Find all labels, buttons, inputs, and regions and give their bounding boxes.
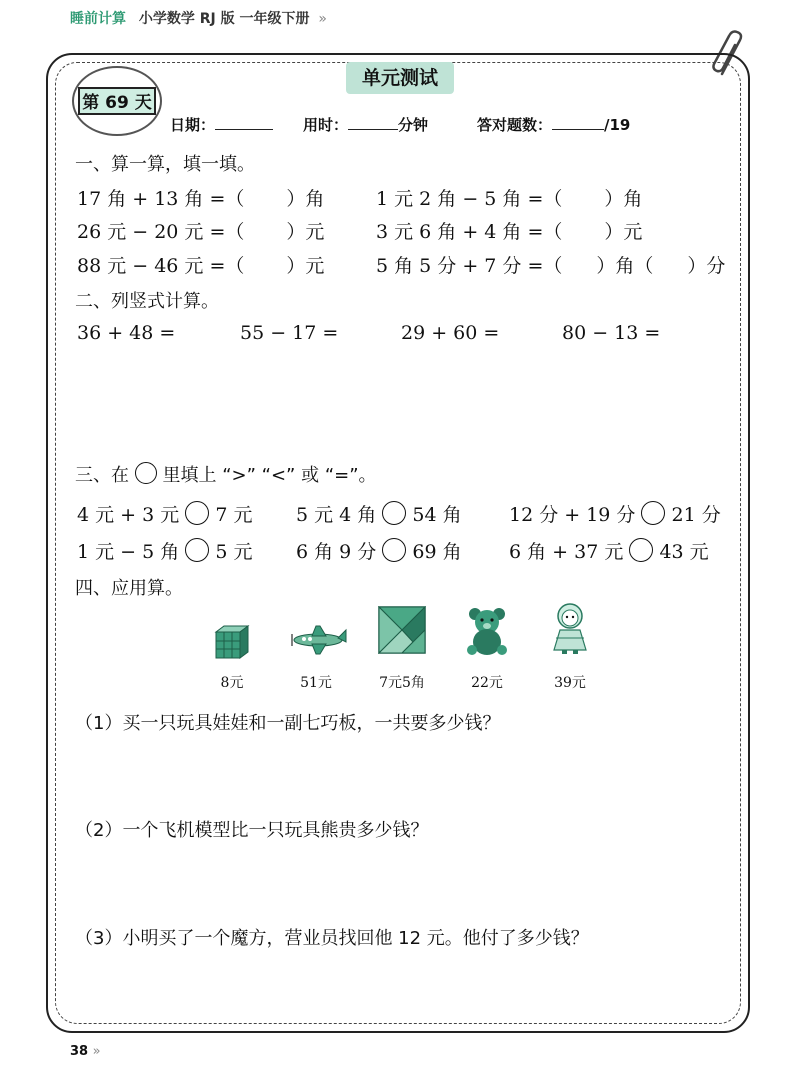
compare-circle[interactable]: [185, 538, 209, 562]
book-subtitle: 小学数学 RJ 版 一年级下册: [138, 11, 310, 27]
date-blank[interactable]: [215, 115, 273, 130]
fill-item: 5 角 5 分 + 7 分 =（ ）角（ ）分: [376, 255, 726, 277]
page-number: 38 »: [70, 1044, 101, 1059]
fill-item: 26 元 − 20 元 =（ ）元: [77, 221, 325, 243]
compare-item: 6 角 + 37 元 43 元: [509, 537, 709, 564]
price-tangram: 7元5角: [379, 675, 425, 691]
rubiks-cube-icon: [212, 622, 252, 662]
word-problem-3: （3）小明买了一个魔方，营业员找回他 12 元。他付了多少钱？: [75, 928, 589, 949]
price-airplane: 51元: [300, 675, 332, 691]
compare-circle[interactable]: [641, 501, 665, 525]
compare-item: 1 元 − 5 角 5 元: [77, 537, 253, 564]
time-blank[interactable]: [348, 115, 398, 130]
section1-heading: 一、算一算，填一填。: [75, 154, 255, 175]
score-field: [477, 114, 630, 135]
compare-item: 6 角 9 分 69 角: [296, 537, 462, 564]
price-rubiks-cube: 8元: [220, 675, 244, 691]
compare-circle[interactable]: [185, 501, 209, 525]
compare-circle-icon: [135, 462, 157, 484]
section3-heading: 三、在 里填上 “>” “<” 或 “=”。: [75, 461, 377, 487]
fill-item: 3 元 6 角 + 4 角 =（ ）元: [376, 221, 643, 243]
section4-heading: 四、应用算。: [75, 578, 183, 599]
vertical-calc-item: 55 − 17 =: [240, 322, 339, 344]
fill-item: 17 角 + 13 角 =（ ）角: [77, 188, 325, 210]
tangram-icon: [378, 606, 426, 654]
header-arrow: »: [318, 11, 327, 27]
word-problem-2: （2）一个飞机模型比一只玩具熊贵多少钱？: [75, 820, 429, 841]
teddy-bear-icon: [466, 606, 508, 656]
page-header: [70, 8, 327, 28]
vertical-calc-item: 80 − 13 =: [562, 322, 661, 344]
page-title: 单元测试: [346, 62, 454, 94]
compare-circle[interactable]: [629, 538, 653, 562]
fill-item: 1 元 2 角 − 5 角 =（ ）角: [376, 188, 643, 210]
time-field: [303, 114, 428, 135]
fill-item: 88 元 − 46 元 =（ ）元: [77, 255, 325, 277]
compare-circle[interactable]: [382, 538, 406, 562]
compare-item: 5 元 4 角 54 角: [296, 500, 462, 527]
score-total: /19: [604, 116, 631, 134]
vertical-calc-item: 29 + 60 =: [401, 322, 500, 344]
compare-item: 4 元 + 3 元 7 元: [77, 500, 253, 527]
doll-icon: [550, 602, 590, 656]
vertical-calc-item: 36 + 48 =: [77, 322, 176, 344]
compare-circle[interactable]: [382, 501, 406, 525]
series-name: 睡前计算: [70, 11, 126, 27]
minute-unit: 分钟: [398, 116, 429, 134]
time-label: 用时：: [303, 116, 349, 134]
price-doll: 39元: [554, 675, 586, 691]
day-badge: [72, 66, 162, 136]
score-label: 答对题数：: [477, 116, 553, 134]
compare-item: 12 分 + 19 分 21 分: [509, 500, 721, 527]
score-blank[interactable]: [552, 115, 604, 130]
word-problem-1: （1）买一只玩具娃娃和一副七巧板，一共要多少钱？: [75, 713, 501, 734]
day-label: 第 69 天: [78, 87, 156, 115]
date-field: [170, 114, 273, 135]
airplane-model-icon: [286, 624, 348, 656]
date-label: 日期：: [170, 116, 216, 134]
section2-heading: 二、列竖式计算。: [75, 291, 219, 312]
price-teddy-bear: 22元: [471, 675, 503, 691]
